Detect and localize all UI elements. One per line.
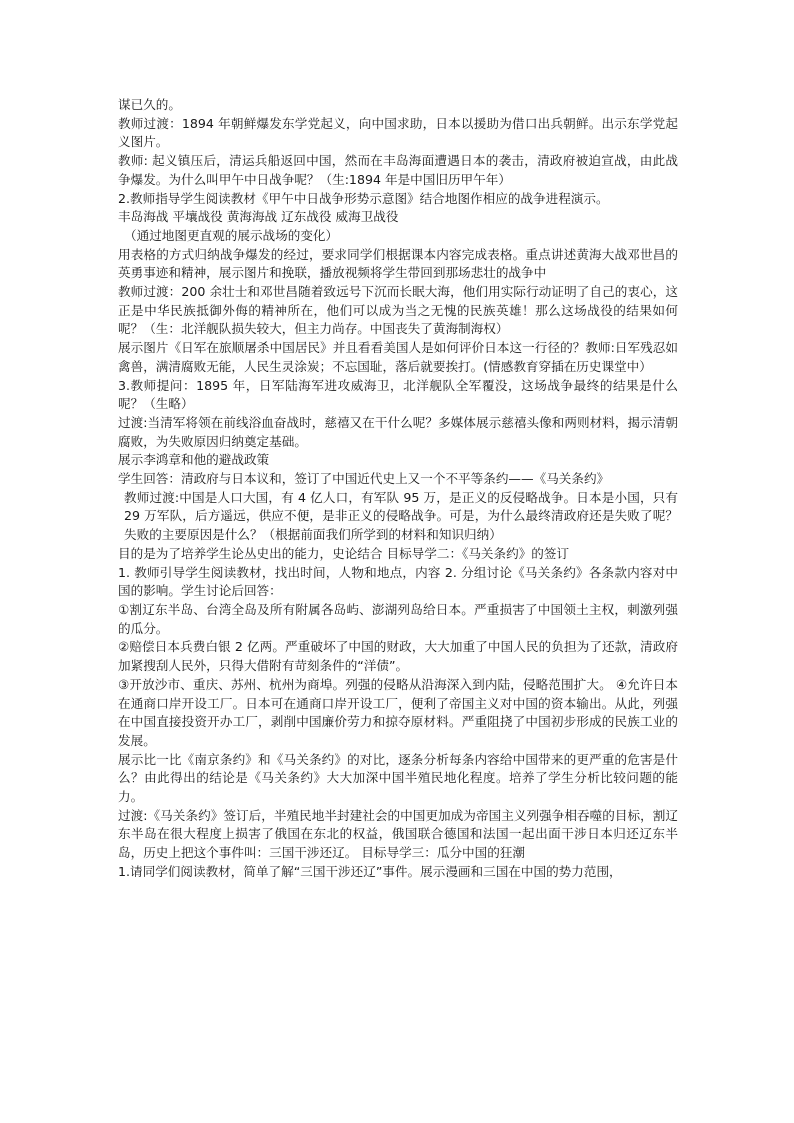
treaty-clause-2: ②赔偿日本兵费白银 2 亿两。严重破坏了中国的财政，大大加重了中国人民的负担为了还款，清政府加紧搜刮人民外，只得大借附有苛刻条件的“洋债”。 xyxy=(118,639,678,674)
battle-list: 丰岛海战 平壤战役 黄海海战 辽东战役 威海卫战役 xyxy=(118,209,399,225)
paragraph-4: 2.教师指导学生阅读教材《甲午中日战争形势示意图》结合地图作相应的战争进程演示。 xyxy=(118,190,609,206)
paragraph-15: 目的是为了培养学生论丛史出的能力，史论结合 目标导学二：《马关条约》的签订 xyxy=(118,545,570,561)
treaty-clause-3-4: ③开放沙市、重庆、苏州、杭州为商埠。列强的侵略从沿海深入到内陆，侵略范围扩大。 ④允许日本在通商口岸开设工厂。日本可在通商口岸开设工厂，便利了帝国主义对中国的资本输出。从此，列强在中国直接投资开办工厂，剥削中国廉价劳力和掠夺原材料。严重阻挠了中国初步形成的民族工业的发展。 xyxy=(118,676,678,748)
paragraph-7: 用表格的方式归纳战争爆发的经过，要求同学们根据课本内容完成表格。重点讲述黄海大战邓世昌的英勇事迹和精神，展示图片和挽联，播放视频将学生带回到那场悲壮的战争中 xyxy=(118,246,678,281)
paragraph-2: 教师过渡：1894 年朝鲜爆发东学党起义，向中国求助，日本以援助为借口出兵朝鲜。出示东学党起义图片。 xyxy=(118,115,678,150)
paragraph-21: 过渡:《马关条约》签订后，半殖民地半封建社会的中国更加成为帝国主义列强争相吞噬的目标，割辽东半岛在很大程度上损害了俄国在东北的权益，俄国联合德国和法国一起出面干涉日本归还辽东半岛，历史上把这个事件叫：三国干涉还辽。 目标导学三：瓜分中国的狂潮 xyxy=(118,807,678,861)
document-page xyxy=(118,96,678,882)
paragraph-10: 3.教师提问：1895 年，日军陆海军进攻威海卫，北洋舰队全军覆没，这场战争最终的结果是什么呢？（生略） xyxy=(118,377,678,412)
paragraph-12: 展示李鸿章和他的避战政策 xyxy=(118,452,270,468)
paragraph-3: 教师: 起义镇压后，清运兵船返回中国，然而在丰岛海面遭遇日本的袭击，清政府被迫宣战，由此战争爆发。为什么叫甲午中日战争呢？（生:1894 年是中国旧历甲午年） xyxy=(118,153,678,187)
treaty-clause-1: ①割辽东半岛、台湾全岛及所有附属各岛屿、澎湖列岛给日本。严重损害了中国领土主权，刺激列强的瓜分。 xyxy=(118,601,678,636)
paragraph-11: 过渡:当清军将领在前线浴血奋战时，慈禧又在干什么呢？多媒体展示慈禧头像和两则材料，揭示清朝腐败，为失败原因归纳奠定基础。 xyxy=(118,414,678,449)
paragraph-9: 展示图片《日军在旅顺屠杀中国居民》并且看看美国人是如何评价日本这一行径的？教师:日军残忍如禽兽，满清腐败无能，人民生灵涂炭；不忘国耻，落后就要挨打。(情感教育穿插在历史课堂中） xyxy=(118,340,678,374)
paragraph-1: 谋已久的。 xyxy=(118,97,181,112)
paragraph-8: 教师过渡：200 余壮士和邓世昌随着致远号下沉而长眠大海，他们用实际行动证明了自己的衷心，这正是中华民族抵御外侮的精神所在，他们可以成为当之无愧的民族英雄！那么这场战役的结果如何呢？（生：北洋舰队损失较大，但主力尚存。中国丧失了黄海制海权） xyxy=(118,284,678,337)
paragraph-13: 学生回答：清政府与日本议和，签订了中国近代史上又一个不平等条约——《马关条约》 xyxy=(118,471,610,487)
paragraph-22: 1.请同学们阅读教材，简单了解“三国干涉还辽”事件。展示漫画和三国在中国的势力范围， xyxy=(118,863,622,879)
map-note: （通过地图更直观的展示战场的变化） xyxy=(124,227,339,243)
paragraph-16: 1. 教师引导学生阅读教材，找出时间，人物和地点，内容 2. 分组讨论《马关条约》各条款内容对中国的影响。学生讨论后回答： xyxy=(118,564,678,599)
paragraph-14: 教师过渡:中国是人口大国，有 4 亿人口，有军队 95 万，是正义的反侵略战争。日本是小国，只有 29 万军队，后方遥远，供应不便，是非正义的侵略战争。可是，为什么最终清政府还是失败了呢？失败的主要原因是什么？（根据前面我们所学到的材料和知识归纳） xyxy=(124,489,678,543)
paragraph-20: 展示比一比《南京条约》和《马关条约》的对比，逐条分析每条内容给中国带来的更严重的危害是什么？由此得出的结论是《马关条约》大大加深中国半殖民地化程度。培养了学生分析比较问题的能力。 xyxy=(118,751,678,805)
